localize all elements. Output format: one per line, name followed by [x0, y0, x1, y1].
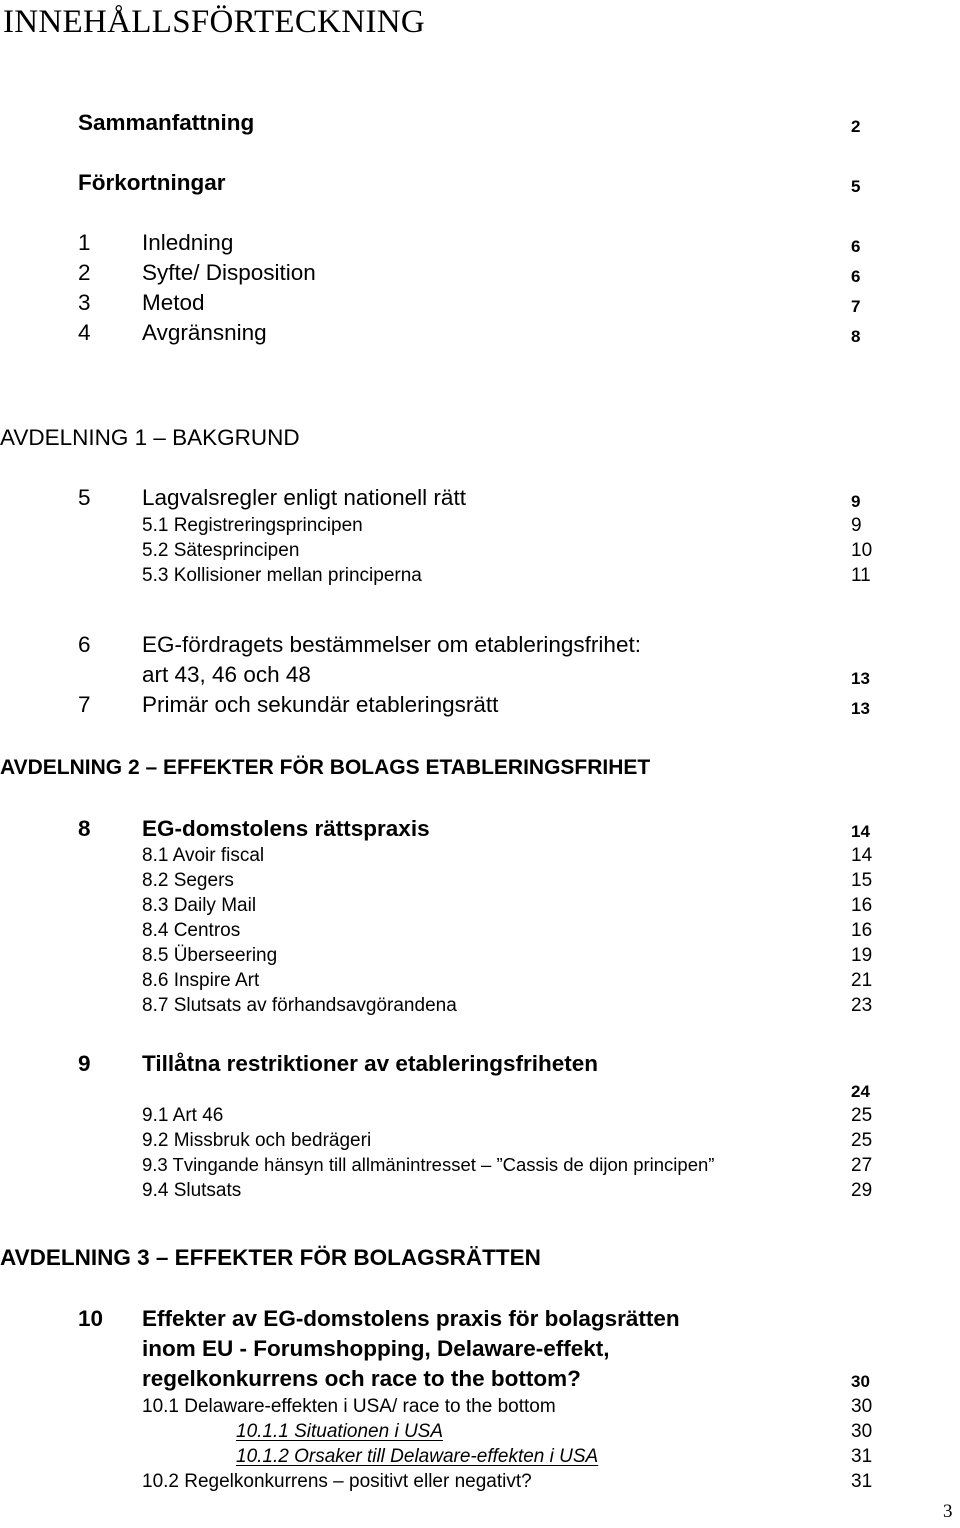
toc-page-8-2: 15 [851, 870, 873, 891]
toc-page-10-1-2: 31 [851, 1446, 873, 1467]
toc-page-10-1-1: 30 [851, 1421, 873, 1442]
toc-page-inledning: 6 [851, 237, 861, 256]
toc-page-10-1: 30 [851, 1396, 873, 1417]
toc-page-10-2: 31 [851, 1471, 873, 1492]
toc-sub-5-2[interactable]: 5.2 Sätesprincipen [142, 540, 300, 561]
toc-entry-effekter[interactable]: Effekter av EG-domstolens praxis för bolagsrätten [142, 1306, 680, 1331]
toc-page-syfte: 6 [851, 267, 861, 286]
toc-num-10: 10 [78, 1306, 104, 1331]
toc-sub-8-2[interactable]: 8.2 Segers [142, 870, 234, 891]
toc-entry-effekter-line2[interactable]: inom EU - Forumshopping, Delaware-effekt, [142, 1336, 610, 1361]
part-heading-3[interactable]: AVDELNING 3 – EFFEKTER FÖR BOLAGSRÄTTEN [0, 1245, 541, 1270]
toc-sub-8-1[interactable]: 8.1 Avoir fiscal [142, 845, 265, 866]
toc-sub-9-4[interactable]: 9.4 Slutsats [142, 1180, 242, 1201]
toc-page-5-1: 9 [851, 515, 862, 536]
toc-page-8-4: 16 [851, 920, 873, 941]
toc-num-6: 6 [78, 632, 91, 657]
toc-page-effekter: 30 [851, 1372, 870, 1391]
toc-page-forkortningar: 5 [851, 177, 861, 196]
toc-sub-9-1[interactable]: 9.1 Art 46 [142, 1105, 224, 1126]
toc-num-9: 9 [78, 1051, 91, 1076]
toc-sub-8-7[interactable]: 8.7 Slutsats av förhandsavgörandena [142, 995, 457, 1016]
toc-num-5: 5 [78, 485, 91, 510]
toc-entry-egfordragets[interactable]: EG-fördragets bestämmelser om etableringsfrihet: [142, 632, 641, 657]
toc-entry-egfordragets-line2[interactable]: art 43, 46 och 48 [142, 662, 311, 687]
toc-entry-forkortningar[interactable]: Förkortningar [78, 170, 226, 195]
toc-sub-5-3[interactable]: 5.3 Kollisioner mellan principerna [142, 565, 422, 586]
toc-num-7: 7 [78, 692, 91, 717]
toc-num-4: 4 [78, 320, 91, 345]
toc-page-9-4: 29 [851, 1180, 873, 1201]
toc-page-metod: 7 [851, 297, 861, 316]
toc-page-tillatna: 24 [851, 1082, 870, 1101]
toc-entry-tillatna[interactable]: Tillåtna restriktioner av etableringsfriheten [142, 1051, 598, 1076]
toc-entry-syfte[interactable]: Syfte/ Disposition [142, 260, 316, 285]
toc-page-8-7: 23 [851, 995, 873, 1016]
toc-sub-10-2[interactable]: 10.2 Regelkonkurrens – positivt eller negativt? [142, 1471, 532, 1492]
toc-entry-rattspraxis[interactable]: EG-domstolens rättspraxis [142, 816, 430, 841]
toc-entry-primar[interactable]: Primär och sekundär etableringsrätt [142, 692, 499, 717]
toc-page-5-3: 11 [851, 565, 871, 586]
toc-sub-8-4[interactable]: 8.4 Centros [142, 920, 241, 941]
toc-sub-8-3[interactable]: 8.3 Daily Mail [142, 895, 257, 916]
toc-entry-effekter-line3[interactable]: regelkonkurrens och race to the bottom? [142, 1366, 581, 1391]
page-title: INNEHÅLLSFÖRTECKNING [3, 4, 425, 40]
toc-page-9-2: 25 [851, 1130, 873, 1151]
toc-sub-8-5[interactable]: 8.5 Überseering [142, 945, 278, 966]
toc-page-primar: 13 [851, 699, 870, 718]
toc-page-5-2: 10 [851, 540, 873, 561]
toc-num-1: 1 [78, 230, 91, 255]
toc-page-avgransning: 8 [851, 327, 861, 346]
toc-num-3: 3 [78, 290, 91, 315]
toc-page-sammanfattning: 2 [851, 117, 861, 136]
part-heading-1[interactable]: AVDELNING 1 – BAKGRUND [0, 425, 300, 450]
toc-num-2: 2 [78, 260, 91, 285]
toc-page-8-6: 21 [851, 970, 873, 991]
toc-entry-avgransning[interactable]: Avgränsning [142, 320, 267, 345]
toc-sub-10-1[interactable]: 10.1 Delaware-effekten i USA/ race to the bottom [142, 1396, 556, 1417]
toc-entry-metod[interactable]: Metod [142, 290, 205, 315]
toc-page-8-5: 19 [851, 945, 873, 966]
toc-sub-9-3[interactable]: 9.3 Tvingande hänsyn till allmänintresset – ”Cassis de dijon principen” [142, 1154, 715, 1175]
page-number: 3 [943, 1501, 953, 1522]
toc-sub-10-1-1[interactable]: 10.1.1 Situationen i USA [236, 1421, 444, 1442]
toc-page-8-3: 16 [851, 895, 873, 916]
toc-entry-inledning[interactable]: Inledning [142, 230, 234, 255]
toc-page-8-1: 14 [851, 845, 873, 866]
toc-sub-8-6[interactable]: 8.6 Inspire Art [142, 970, 260, 991]
toc-page-egfordragets: 13 [851, 669, 870, 688]
toc-num-8: 8 [78, 816, 91, 841]
toc-sub-9-2[interactable]: 9.2 Missbruk och bedrägeri [142, 1130, 372, 1151]
toc-entry-sammanfattning[interactable]: Sammanfattning [78, 110, 255, 135]
toc-entry-lagvalsregler[interactable]: Lagvalsregler enligt nationell rätt [142, 485, 466, 510]
toc-page-lagvalsregler: 9 [851, 492, 861, 511]
part-heading-2[interactable]: AVDELNING 2 – EFFEKTER FÖR BOLAGS ETABLERINGSFRIHET [0, 756, 651, 779]
toc-page-9-1: 25 [851, 1105, 873, 1126]
toc-page-rattspraxis: 14 [851, 822, 870, 841]
toc-sub-10-1-2[interactable]: 10.1.2 Orsaker till Delaware-effekten i USA [236, 1446, 599, 1467]
toc-page-9-3: 27 [851, 1155, 873, 1176]
toc-sub-5-1[interactable]: 5.1 Registreringsprincipen [142, 515, 363, 536]
